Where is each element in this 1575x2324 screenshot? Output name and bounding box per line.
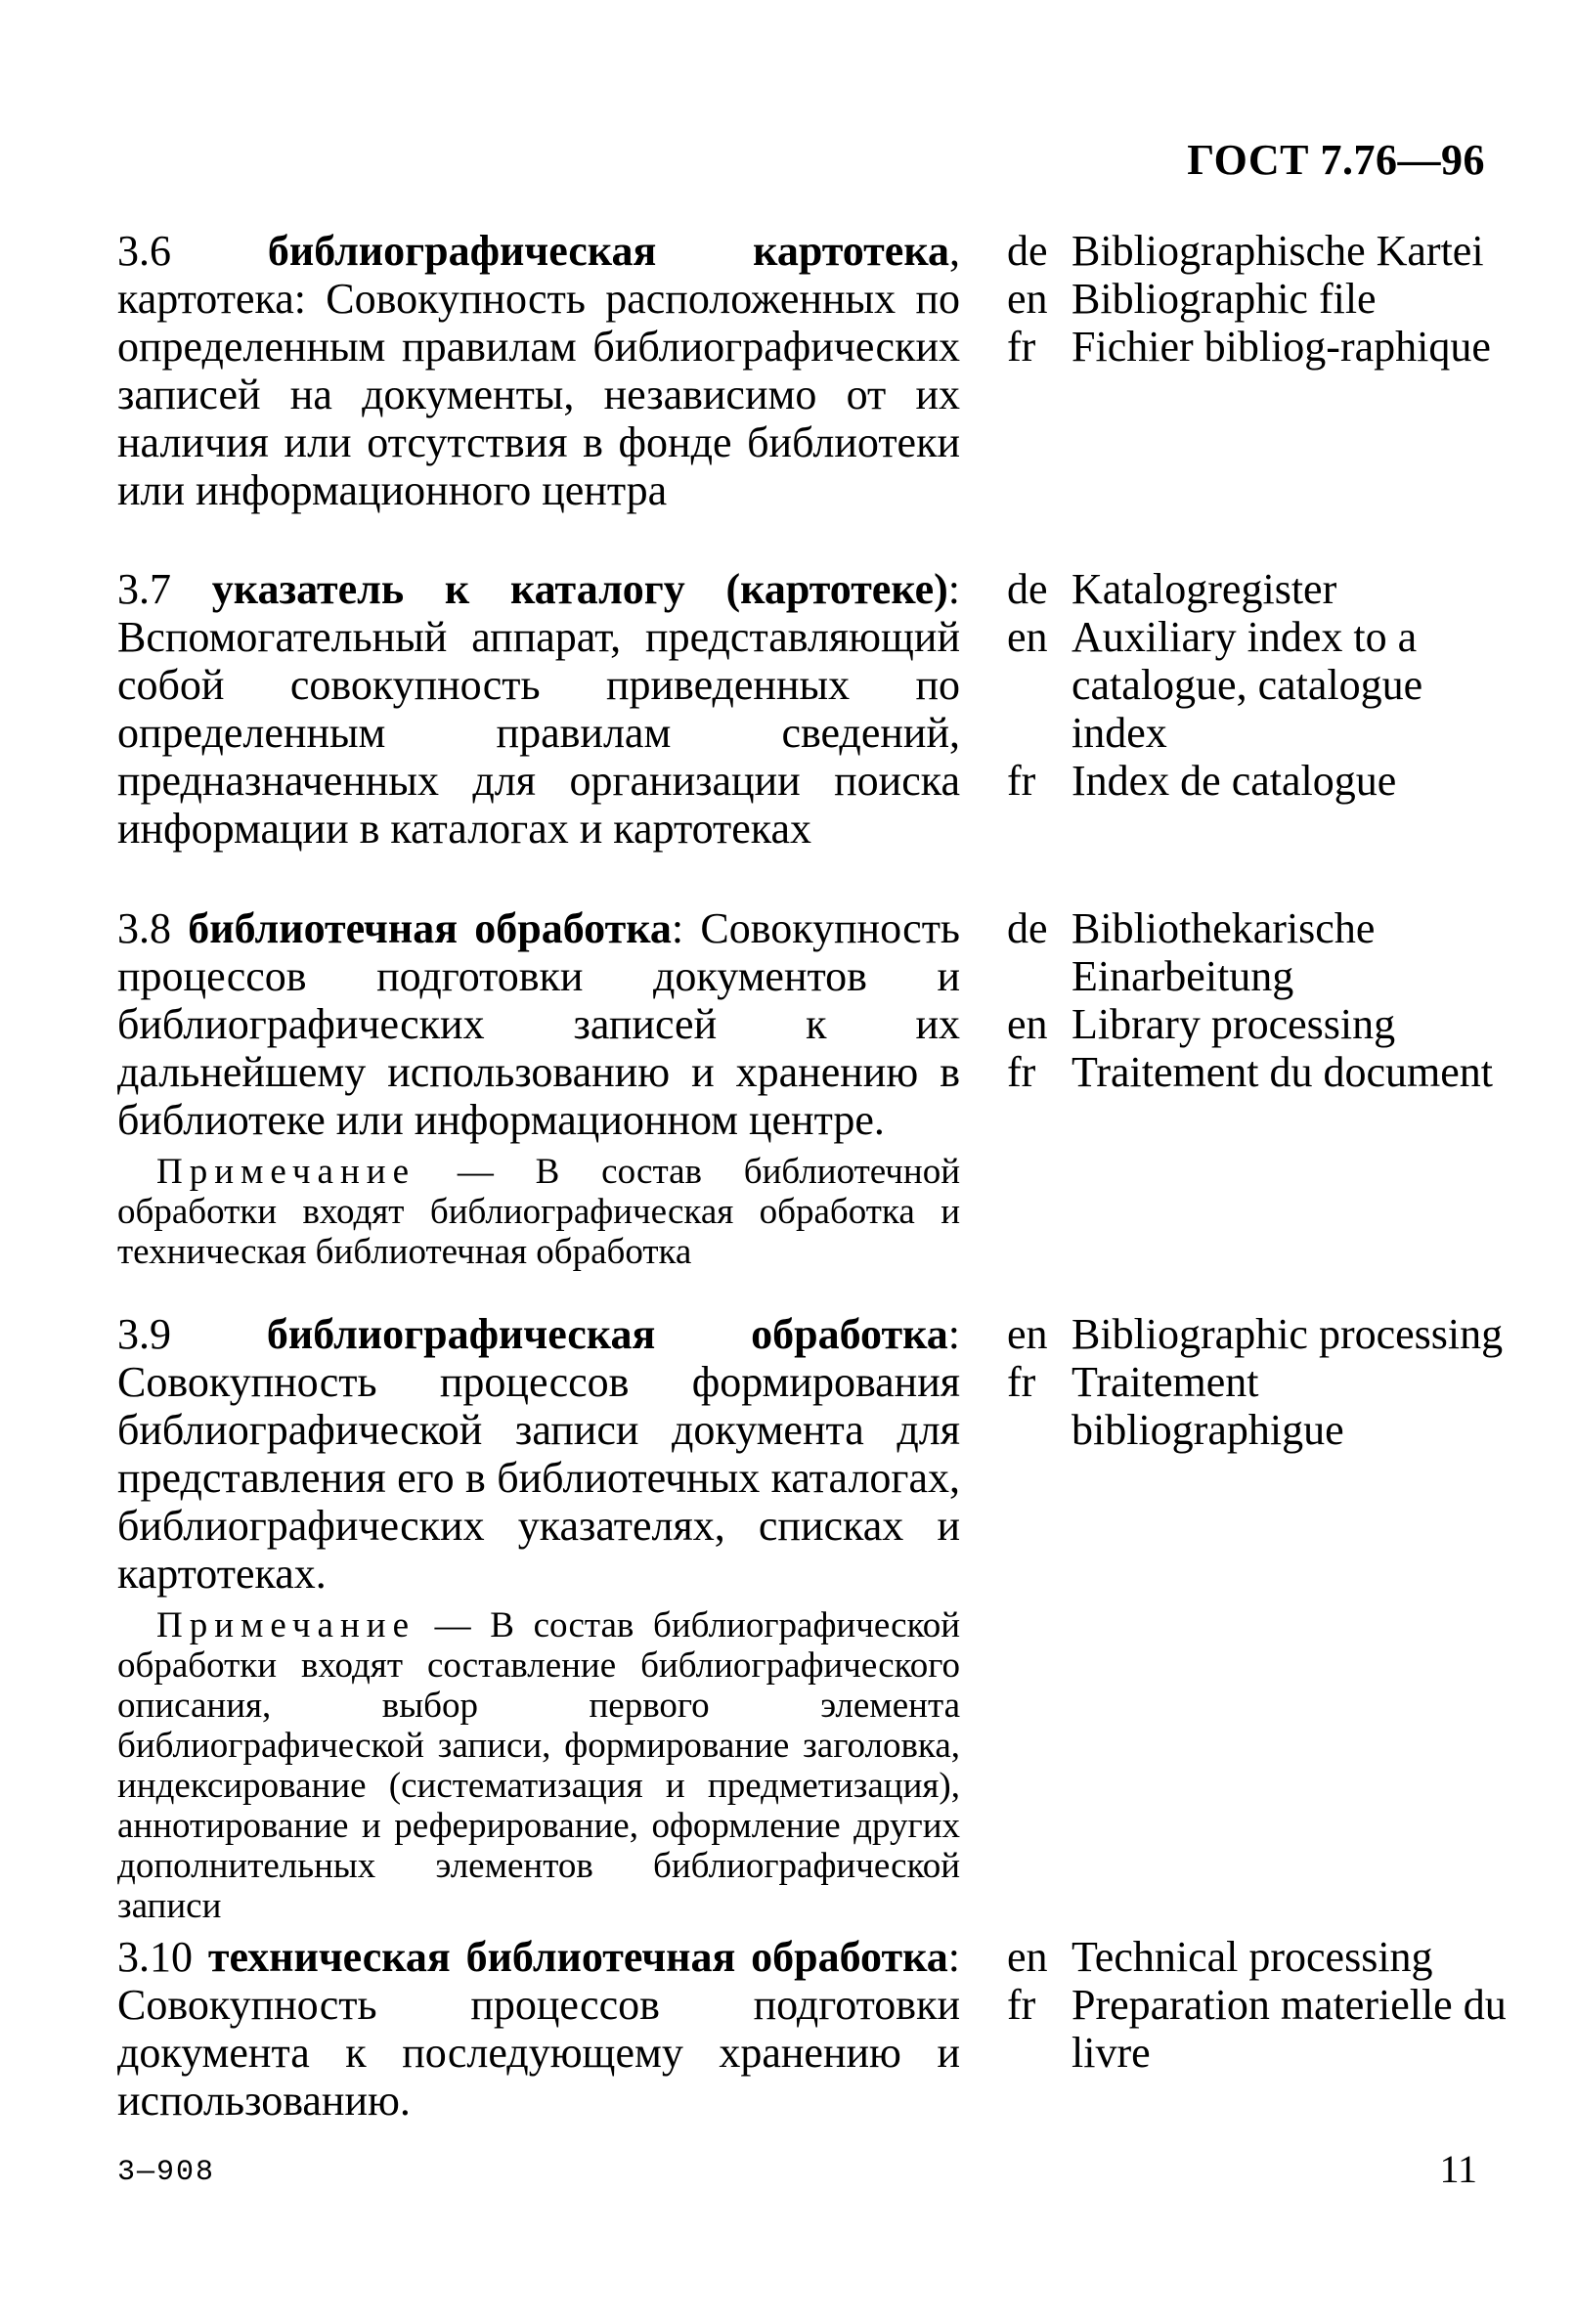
language-code: fr	[1007, 1981, 1036, 2029]
foreign-equivalents	[1007, 1310, 1515, 1454]
language-code: en	[1007, 1310, 1048, 1358]
definition-text: : Совокупность процессов формирования библиографической записи документа для представления его в библиотечных каталогах, библиографических указателях, списках и картотеках.	[117, 1310, 960, 1598]
foreign-equivalents	[1007, 904, 1515, 1096]
equivalent-term: Traitement bibliographigue	[1072, 1358, 1344, 1454]
language-code: en	[1007, 1000, 1048, 1048]
print-code: 3—908	[117, 2156, 216, 2189]
definition-text: : Совокупность процессов подготовки документов и библиографических записей к их дальнейшему использованию и хранению в библиотеке или информационном центре.	[117, 904, 960, 1144]
equivalent-row	[1007, 565, 1515, 613]
note-label: Примечание	[156, 1605, 416, 1645]
equivalent-row	[1007, 323, 1515, 371]
equivalent-term: Traitement du document	[1072, 1048, 1493, 1096]
equivalent-row	[1007, 757, 1515, 805]
equivalent-row	[1007, 1981, 1515, 2077]
equivalent-term: Library processing	[1072, 1000, 1396, 1048]
standard-code: ГОСТ 7.76—96	[1187, 136, 1485, 184]
equivalent-row	[1007, 1048, 1515, 1096]
definition-text: : Совокупность процессов подготовки документа к последующему хранению и использованию.	[117, 1933, 960, 2125]
equivalent-term: Bibliographic processing	[1072, 1310, 1504, 1358]
equivalent-term: Katalogregister	[1072, 565, 1337, 613]
entry-number: 3.9	[117, 1310, 267, 1358]
language-code: fr	[1007, 757, 1036, 805]
equivalent-row	[1007, 1310, 1515, 1358]
equivalent-row	[1007, 227, 1515, 275]
term: библиографическая картотека	[267, 227, 950, 275]
term: библиотечная обработка	[188, 904, 672, 952]
equivalent-row	[1007, 904, 1515, 1000]
language-code: de	[1007, 565, 1048, 613]
equivalent-term: Bibliographische Kartei	[1072, 227, 1484, 275]
russian-definition	[117, 565, 960, 853]
equivalent-term: Fichier bibliog-raphique	[1072, 323, 1491, 371]
note-text: — В состав библиографической обработки входят составление библиографического описания, выбор первого элемента библиографической записи, формирование заголовка, индексирование (систематизация и предметизация), аннотирование и реферирование, оформление других дополнительных элементов библиографической записи	[117, 1605, 960, 1926]
russian-definition	[117, 1310, 960, 1926]
language-code: en	[1007, 613, 1048, 661]
entry-number: 3.7	[117, 565, 212, 613]
equivalent-term: Technical processing	[1072, 1933, 1433, 1981]
equivalent-term: Auxiliary index to a catalogue, catalogue index	[1072, 613, 1423, 757]
language-code: en	[1007, 1933, 1048, 1981]
equivalent-row	[1007, 1000, 1515, 1048]
entry-number: 3.8	[117, 904, 189, 952]
page-number: 11	[1439, 2147, 1477, 2191]
equivalent-row	[1007, 613, 1515, 757]
term: указатель к каталогу (картотеке)	[211, 565, 948, 613]
entry-number: 3.6	[117, 227, 268, 275]
equivalent-row	[1007, 1933, 1515, 1981]
equivalent-row	[1007, 1358, 1515, 1454]
equivalent-term: Index de catalogue	[1072, 757, 1397, 805]
equivalent-term: Preparation materielle du livre	[1072, 1981, 1507, 2077]
note	[117, 1152, 960, 1272]
note-label: Примечание	[156, 1152, 416, 1192]
russian-definition	[117, 1933, 960, 2125]
foreign-equivalents	[1007, 565, 1515, 805]
equivalent-term: Bibliothekarische Einarbeitung	[1072, 904, 1376, 1000]
russian-definition	[117, 904, 960, 1272]
note-text: — В состав библиотечной обработки входят библиографическая обработка и техническая библиотечная обработка	[117, 1152, 960, 1272]
language-code: fr	[1007, 323, 1036, 371]
russian-definition	[117, 227, 960, 514]
language-code: de	[1007, 904, 1048, 952]
note	[117, 1605, 960, 1926]
term: техническая библиотечная обработка	[207, 1933, 948, 1981]
equivalent-row	[1007, 275, 1515, 323]
language-code: fr	[1007, 1358, 1036, 1406]
foreign-equivalents	[1007, 227, 1515, 371]
definition-text: , картотека: Совокупность расположенных по определенным правилам библиографических записей на документы, независимо от их наличия или отсутствия в фонде библиотеки или информационного центра	[117, 227, 961, 514]
foreign-equivalents	[1007, 1933, 1515, 2077]
entry-number: 3.10	[117, 1933, 208, 1981]
language-code: en	[1007, 275, 1048, 323]
language-code: de	[1007, 227, 1048, 275]
language-code: fr	[1007, 1048, 1036, 1096]
definition-text: : Вспомогательный аппарат, представляющий собой совокупность приведенных по определенным правилам сведений, предназначенных для организации поиска информации в каталогах и картотеках	[117, 565, 961, 853]
equivalent-term: Bibliographic file	[1072, 275, 1377, 323]
term: библиографическая обработка	[266, 1310, 948, 1358]
